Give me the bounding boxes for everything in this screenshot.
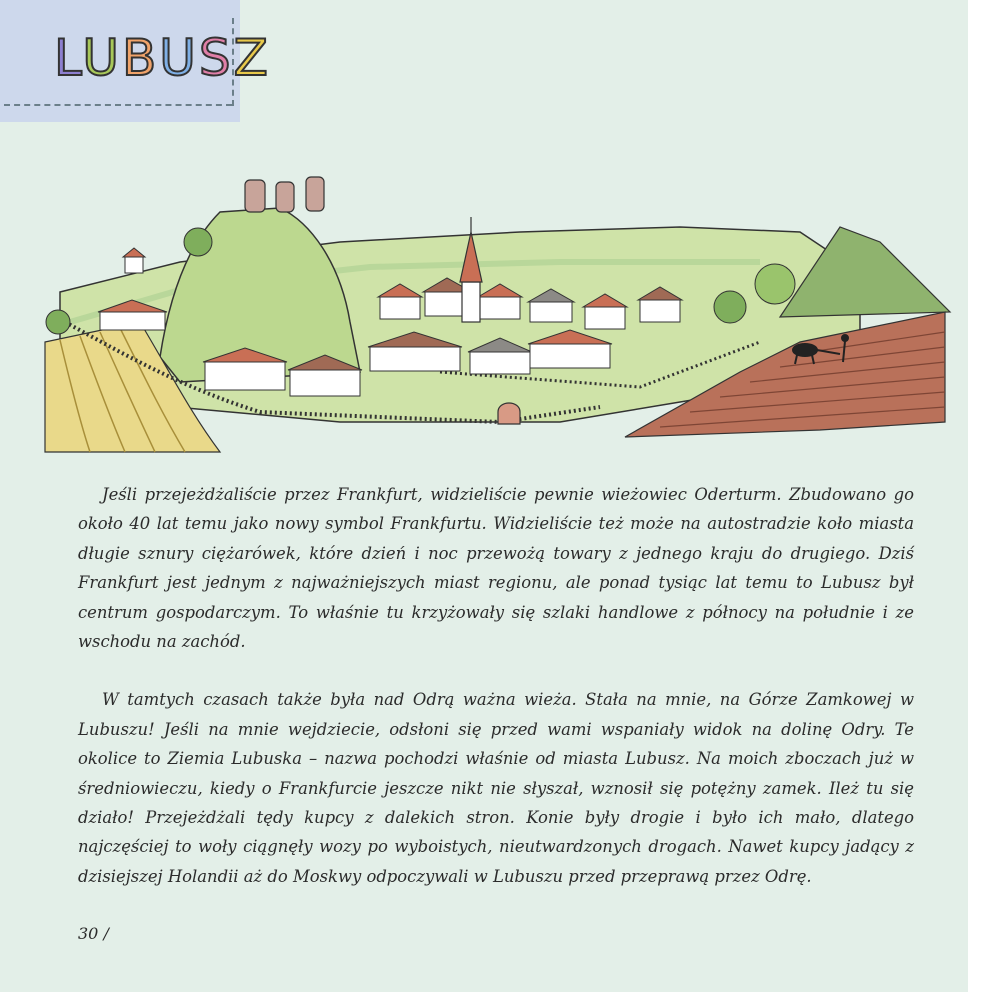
title-box: [0, 0, 271, 122]
lubusz-town-illustration: [40, 172, 970, 462]
castle-hill-icon: [160, 177, 360, 382]
title-letter: U: [159, 29, 199, 87]
paragraph: Jeśli przejeżdżaliście przez Frankfurt, widzieliście pewnie wieżowiec Oderturm. Zbudowano go około 40 lat temu jako nowy symbol Frankfurtu. Widzieliście też może na autostradzie koło miasta długie sznury ciężarówek, które dzień i noc przewożą towary z jednego kraju do drugiego. Dziś Frankfurt jest jednym z najważniejszych miast regionu, ale ponad tysiąc lat temu to Lubusz był centrum gospodarczym. To właśnie tu krzyżowały się szlaki handlowe z północy na południe i ze wschodu na zachód.: [78, 485, 914, 652]
title-letter: B: [121, 29, 160, 87]
title-letter: Z: [233, 29, 271, 87]
title-letter: S: [198, 29, 234, 87]
paragraph: W tamtych czasach także była nad Odrą ważna wieża. Stała na mnie, na Górze Zamkowej w Lubuszu! Jeśli na mnie wejdziecie, odsłoni się przed wami wspaniały widok na dolinę Odry. Te okolice to Ziemia Lubuska – nazwa pochodzi właśnie od miasta Lubusz. Na moich zboczach już w średniowieczu, kiedy o Frankfurcie jeszcze nikt nie słyszał, wznosił się potężny zamek. Ileż tu się działo! Przejeżdżali tędy kupcy z dalekich stron. Konie były drogie i było ich mało, dlatego najczęściej to woły ciągnęły wozy po wyboistych, nieutwardzonych drogach. Nawet kupcy jadący z dzisiejszej Holandii aż do Moskwy odpoczywali w Lubuszu przed przeprawą przez Odrę.: [78, 690, 914, 886]
page-title: [54, 28, 271, 88]
body-text: [78, 480, 914, 891]
dashed-divider: [4, 104, 232, 106]
church-tower-icon: [460, 217, 482, 322]
title-letter: L: [54, 29, 83, 87]
page-number: 30 /: [78, 924, 109, 943]
title-letter: U: [82, 29, 122, 87]
